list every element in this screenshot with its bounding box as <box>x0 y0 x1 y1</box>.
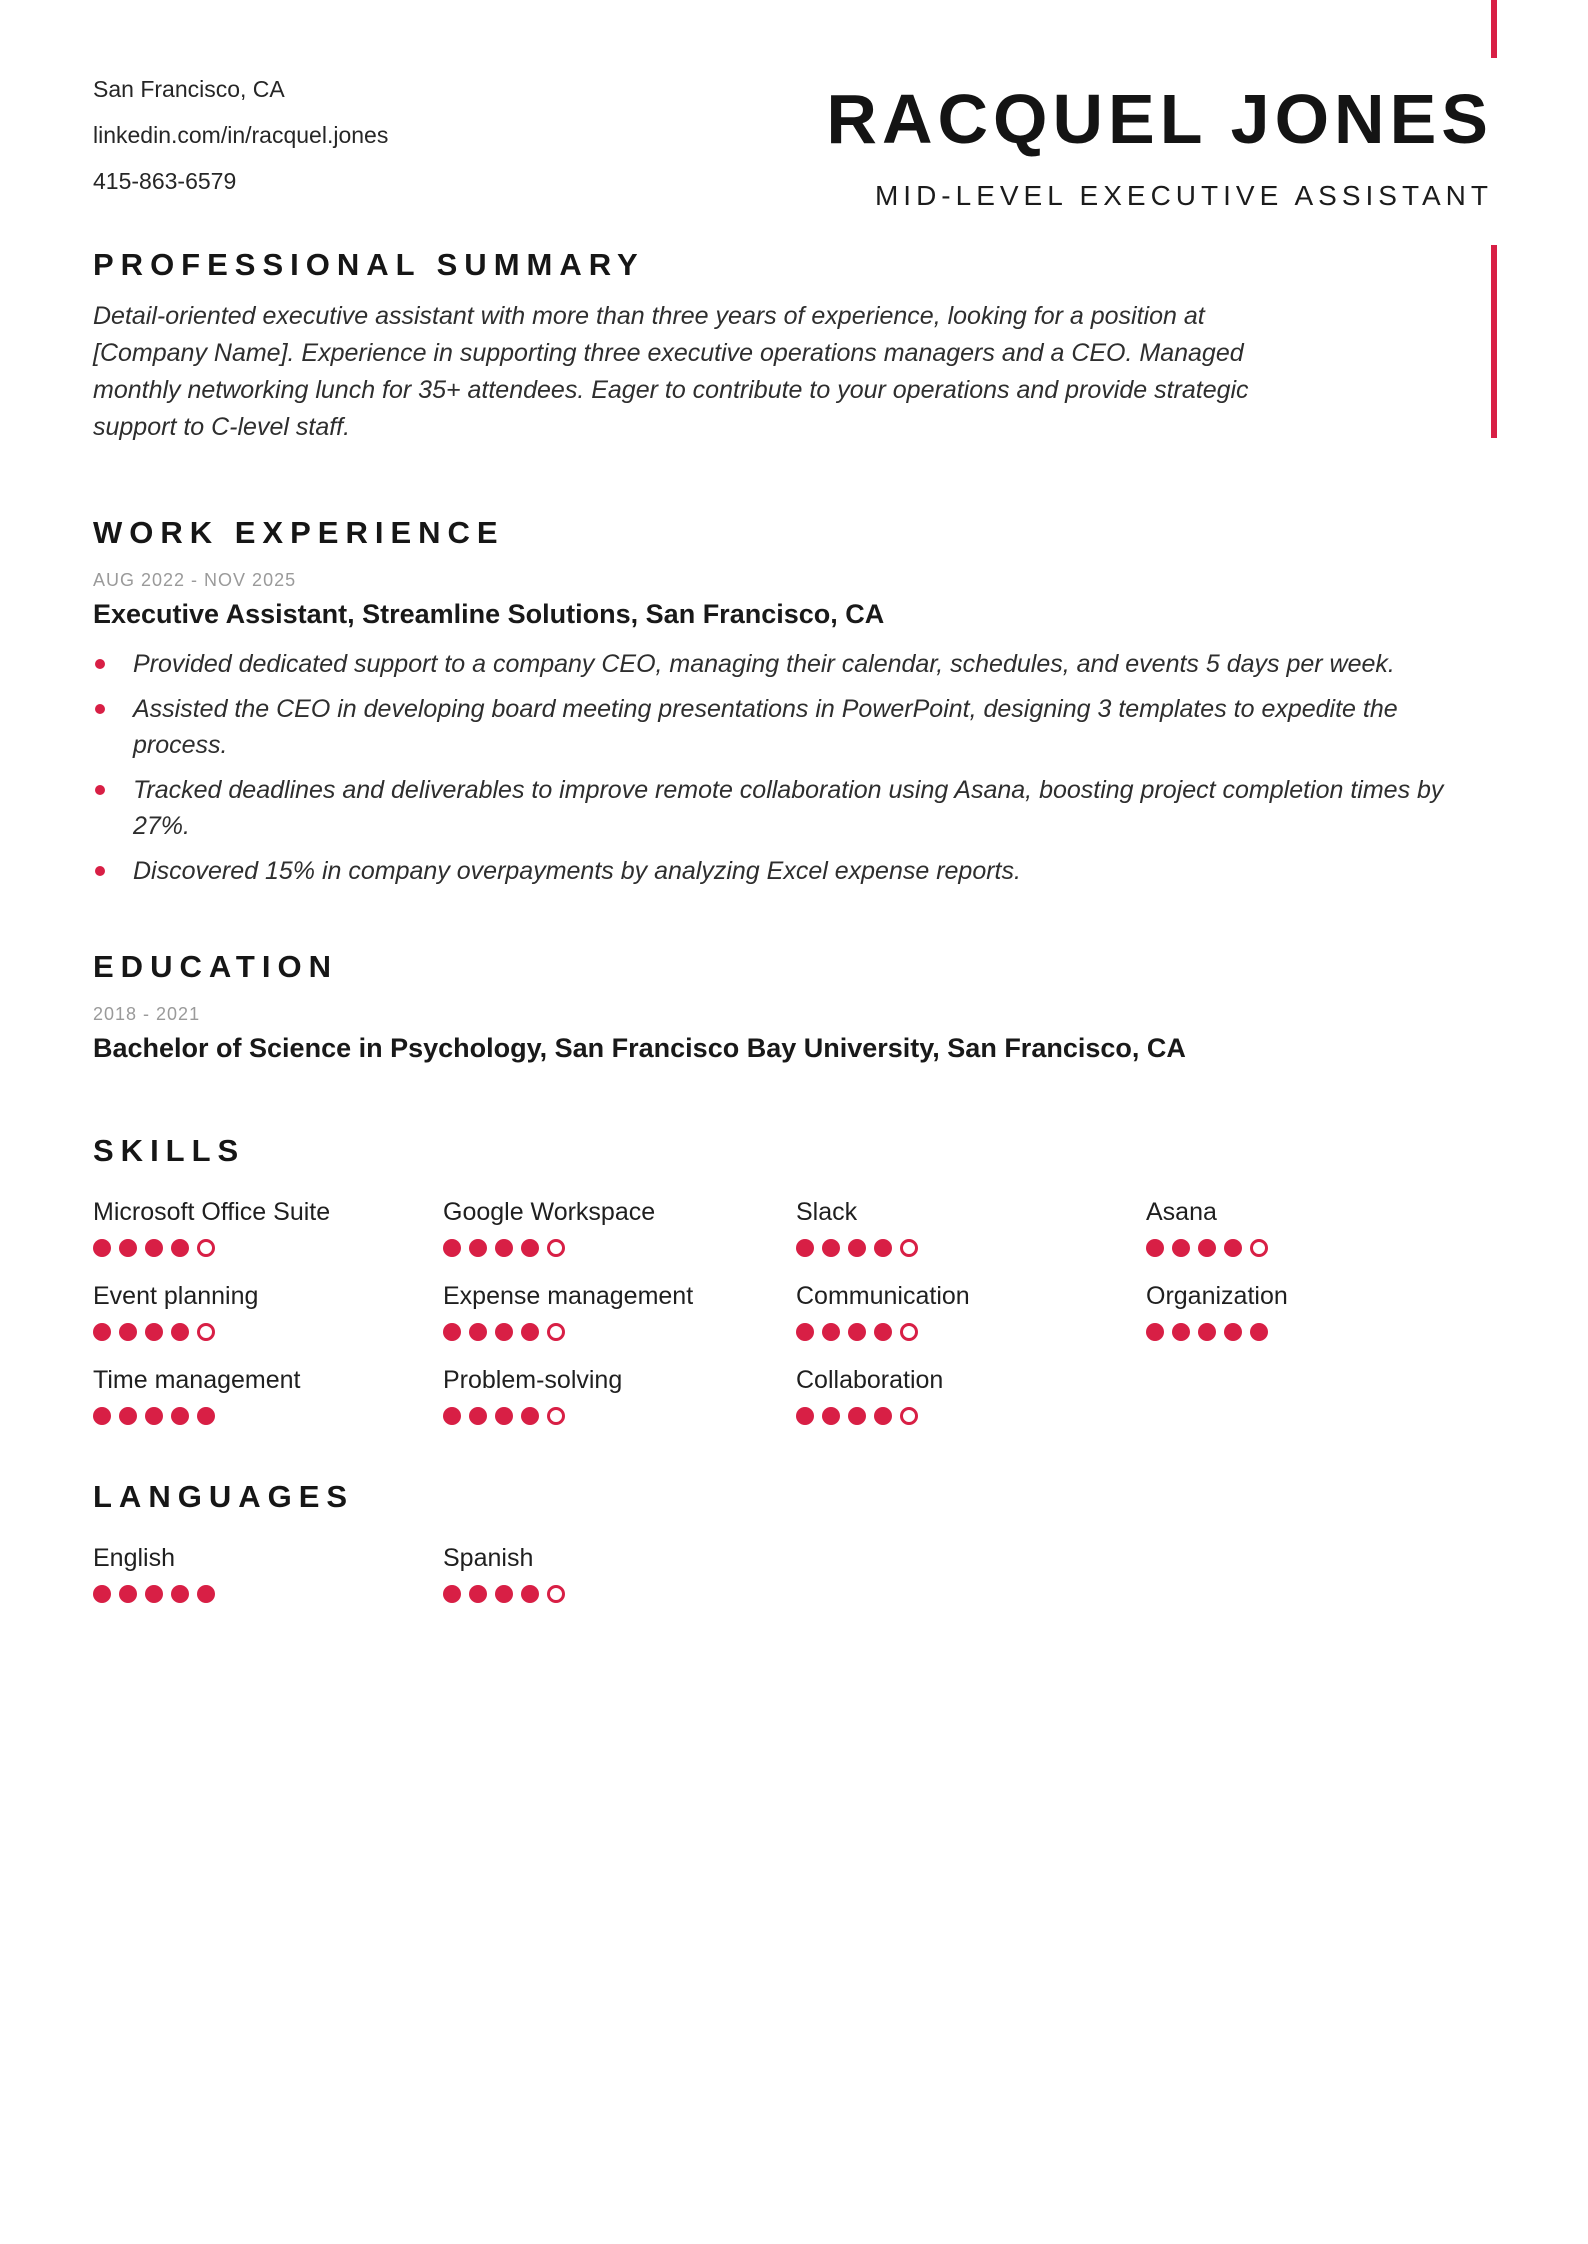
rating-dot-empty <box>197 1323 215 1341</box>
rating-dot-filled <box>469 1323 487 1341</box>
section-languages <box>93 1480 1491 1603</box>
section-heading-languages: LANGUAGES <box>93 1479 355 1514</box>
rating-dot-empty <box>547 1323 565 1341</box>
bullet-text: Discovered 15% in company overpayments by analyzing Excel expense reports. <box>133 857 1021 885</box>
rating-dot-filled <box>822 1323 840 1341</box>
rating-dot-filled <box>145 1323 163 1341</box>
rating-dots <box>796 1407 1146 1425</box>
job-bullet <box>93 853 1491 889</box>
skill-label: Time management <box>93 1366 301 1394</box>
skill-item <box>443 1282 796 1341</box>
rating-dots <box>93 1239 443 1257</box>
rating-dot-filled <box>171 1239 189 1257</box>
rating-dot-empty <box>900 1323 918 1341</box>
job-title: Executive Assistant, Streamline Solutions, San Francisco, CA <box>93 599 885 629</box>
education-dates: 2018 - 2021 <box>93 1004 201 1024</box>
skill-label: Google Workspace <box>443 1198 656 1226</box>
rating-dot-filled <box>171 1407 189 1425</box>
accent-line-right <box>1491 245 1497 438</box>
rating-dot-filled <box>1146 1323 1164 1341</box>
rating-dot-filled <box>521 1407 539 1425</box>
skill-item <box>93 1366 443 1425</box>
rating-dots <box>1146 1239 1491 1257</box>
rating-dot-filled <box>1250 1323 1268 1341</box>
job-bullet <box>93 772 1491 844</box>
skill-item <box>796 1366 1146 1425</box>
summary-line: support to C-level staff. <box>93 413 351 441</box>
rating-dot-filled <box>1198 1239 1216 1257</box>
skill-item <box>93 1282 443 1341</box>
contact-location: San Francisco, CA <box>93 76 285 102</box>
rating-dot-filled <box>874 1407 892 1425</box>
language-item <box>93 1544 443 1603</box>
rating-dot-filled <box>1172 1239 1190 1257</box>
bullet-dot <box>95 704 105 714</box>
skill-label: Event planning <box>93 1282 259 1310</box>
rating-dot-filled <box>796 1407 814 1425</box>
rating-dot-filled <box>119 1585 137 1603</box>
skill-label: Microsoft Office Suite <box>93 1198 331 1226</box>
language-item <box>443 1544 796 1603</box>
rating-dot-filled <box>93 1585 111 1603</box>
rating-dot-filled <box>93 1407 111 1425</box>
section-work-experience <box>93 516 1491 898</box>
section-heading-summary: PROFESSIONAL SUMMARY <box>93 247 645 282</box>
rating-dots <box>93 1407 443 1425</box>
rating-dots <box>443 1407 796 1425</box>
rating-dot-filled <box>495 1323 513 1341</box>
accent-line-top-right <box>1491 0 1497 58</box>
skill-item <box>1146 1282 1491 1341</box>
rating-dot-filled <box>145 1239 163 1257</box>
rating-dot-filled <box>197 1585 215 1603</box>
header-block <box>826 80 1493 212</box>
rating-dot-filled <box>1224 1239 1242 1257</box>
skill-item <box>796 1282 1146 1341</box>
rating-dots <box>443 1239 796 1257</box>
rating-dots <box>1146 1323 1491 1341</box>
rating-dot-filled <box>495 1407 513 1425</box>
section-skills <box>93 1134 1491 1425</box>
rating-dot-filled <box>822 1407 840 1425</box>
section-heading-experience: WORK EXPERIENCE <box>93 515 505 550</box>
job-dates: AUG 2022 - NOV 2025 <box>93 570 297 590</box>
skill-label: Communication <box>796 1282 970 1310</box>
rating-dot-filled <box>521 1323 539 1341</box>
summary-line: [Company Name]. Experience in supporting three executive operations managers and a CEO. Managed <box>93 339 1244 367</box>
language-label: English <box>93 1544 175 1572</box>
rating-dot-filled <box>171 1323 189 1341</box>
summary-paragraph <box>93 298 1491 446</box>
rating-dot-empty <box>547 1239 565 1257</box>
rating-dot-filled <box>848 1239 866 1257</box>
bullet-text: Assisted the CEO in developing board meeting presentations in PowerPoint, designing 3 templates to expedite the process. <box>133 695 1398 759</box>
language-label: Spanish <box>443 1544 534 1572</box>
rating-dot-filled <box>93 1323 111 1341</box>
contact-block <box>93 66 388 204</box>
rating-dot-filled <box>796 1239 814 1257</box>
rating-dot-filled <box>495 1585 513 1603</box>
rating-dot-filled <box>197 1407 215 1425</box>
skill-item <box>443 1366 796 1425</box>
rating-dot-filled <box>469 1239 487 1257</box>
bullet-dot <box>95 785 105 795</box>
education-degree: Bachelor of Science in Psychology, San Francisco Bay University, San Francisco, CA <box>93 1033 1186 1063</box>
candidate-name: RACQUEL JONES <box>826 80 1493 158</box>
section-heading-skills: SKILLS <box>93 1133 246 1168</box>
languages-grid <box>93 1544 1491 1603</box>
rating-dots <box>443 1585 796 1603</box>
rating-dot-filled <box>822 1239 840 1257</box>
rating-dot-filled <box>171 1585 189 1603</box>
rating-dot-filled <box>145 1407 163 1425</box>
skill-label: Slack <box>796 1198 858 1226</box>
summary-line: monthly networking lunch for 35+ attendees. Eager to contribute to your operations and provide strategic <box>93 376 1249 404</box>
rating-dots <box>796 1239 1146 1257</box>
rating-dot-empty <box>547 1585 565 1603</box>
skill-item <box>796 1198 1146 1257</box>
bullet-dot <box>95 659 105 669</box>
rating-dot-empty <box>900 1239 918 1257</box>
contact-linkedin: linkedin.com/in/racquel.jones <box>93 122 389 148</box>
skill-label: Organization <box>1146 1282 1288 1310</box>
bullet-text: Tracked deadlines and deliverables to improve remote collaboration using Asana, boosting project completion times by 27%. <box>133 776 1444 840</box>
rating-dot-empty <box>1250 1239 1268 1257</box>
bullet-dot <box>95 866 105 876</box>
rating-dot-filled <box>1146 1239 1164 1257</box>
rating-dot-filled <box>848 1323 866 1341</box>
rating-dots <box>93 1585 443 1603</box>
rating-dot-filled <box>521 1239 539 1257</box>
rating-dot-filled <box>443 1407 461 1425</box>
rating-dot-filled <box>119 1323 137 1341</box>
rating-dot-filled <box>469 1585 487 1603</box>
rating-dot-empty <box>547 1407 565 1425</box>
rating-dot-empty <box>900 1407 918 1425</box>
summary-line: Detail-oriented executive assistant with more than three years of experience, looking for a position at <box>93 302 1205 330</box>
job-bullet <box>93 691 1491 763</box>
section-education <box>93 950 1491 1064</box>
rating-dot-filled <box>1172 1323 1190 1341</box>
rating-dot-filled <box>495 1239 513 1257</box>
rating-dots <box>443 1323 796 1341</box>
rating-dot-filled <box>874 1239 892 1257</box>
rating-dot-filled <box>848 1407 866 1425</box>
section-heading-education: EDUCATION <box>93 949 338 984</box>
skill-label: Problem-solving <box>443 1366 623 1394</box>
job-bullet-list <box>93 646 1491 889</box>
rating-dot-filled <box>93 1239 111 1257</box>
rating-dots <box>796 1323 1146 1341</box>
rating-dot-filled <box>443 1323 461 1341</box>
skill-item <box>93 1198 443 1257</box>
rating-dot-filled <box>1198 1323 1216 1341</box>
rating-dot-filled <box>796 1323 814 1341</box>
skill-label: Expense management <box>443 1282 694 1310</box>
rating-dot-filled <box>443 1239 461 1257</box>
rating-dot-filled <box>521 1585 539 1603</box>
skill-item <box>443 1198 796 1257</box>
rating-dots <box>93 1323 443 1341</box>
bullet-text: Provided dedicated support to a company CEO, managing their calendar, schedules, and events 5 days per week. <box>133 650 1395 678</box>
rating-dot-filled <box>119 1407 137 1425</box>
rating-dot-filled <box>119 1239 137 1257</box>
rating-dot-filled <box>469 1407 487 1425</box>
candidate-title: MID-LEVEL EXECUTIVE ASSISTANT <box>874 180 1493 211</box>
skills-grid <box>93 1198 1491 1425</box>
section-professional-summary <box>93 248 1491 446</box>
rating-dot-filled <box>443 1585 461 1603</box>
job-bullet <box>93 646 1491 682</box>
rating-dot-filled <box>874 1323 892 1341</box>
rating-dot-filled <box>145 1585 163 1603</box>
rating-dot-empty <box>197 1239 215 1257</box>
rating-dot-filled <box>1224 1323 1242 1341</box>
skill-label: Collaboration <box>796 1366 944 1394</box>
skill-item <box>1146 1198 1491 1257</box>
contact-phone: 415-863-6579 <box>93 168 237 194</box>
skill-label: Asana <box>1146 1198 1217 1226</box>
